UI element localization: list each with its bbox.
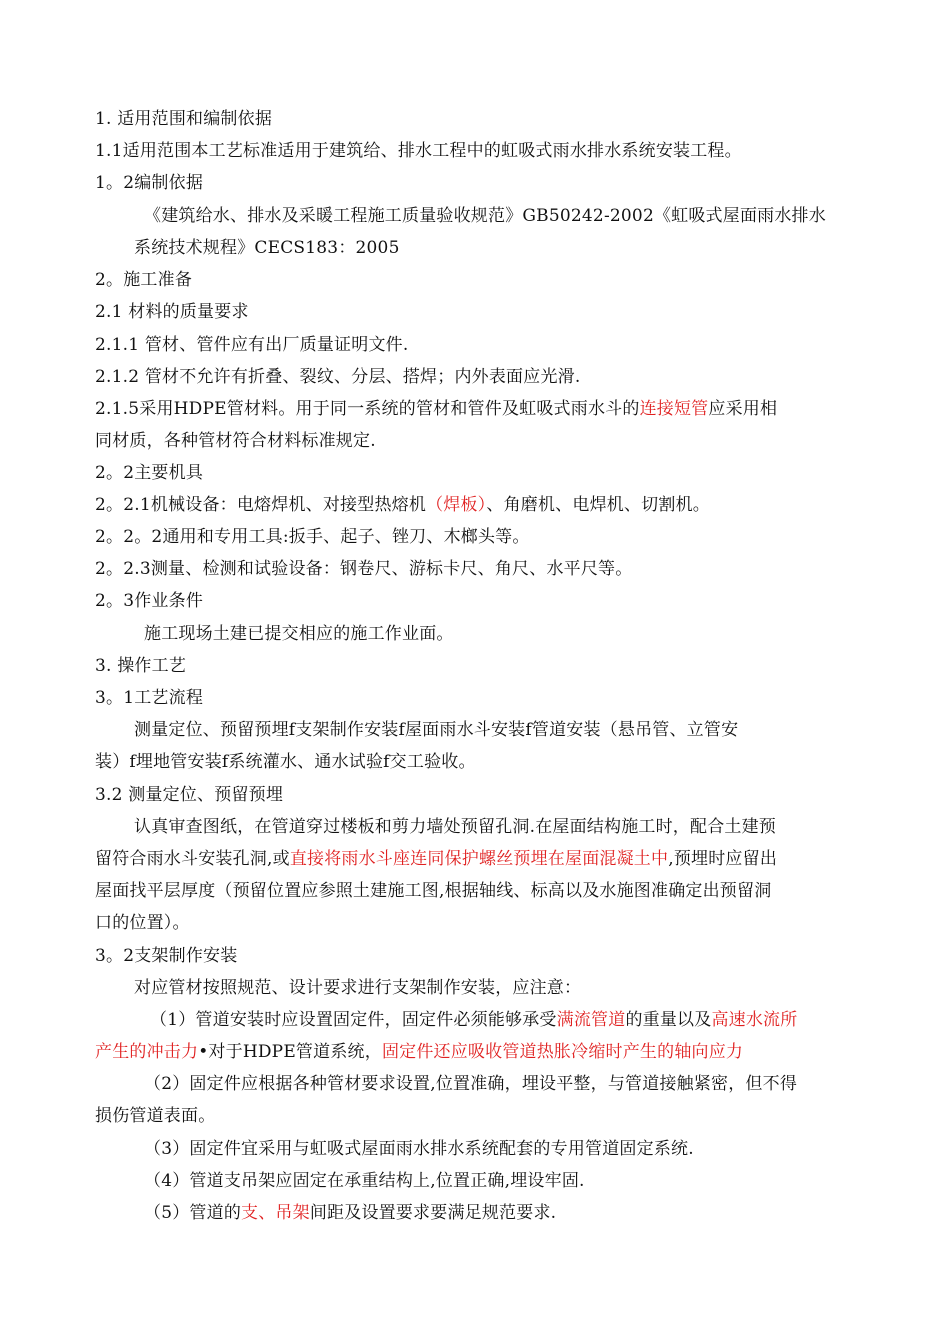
para-2-1-5-line2: 同材质，各种管材符合材料标准规定. <box>95 431 376 451</box>
item-1-line2 <box>95 1041 743 1063</box>
para-3-2-line1: 认真审查图纸，在管道穿过楼板和剪力墙处预留孔洞.在屋面结构施工时，配合土建预 <box>134 817 777 837</box>
para-2-1-2: 2.1.2 管材不允许有折叠、裂纹、分层、搭焊；内外表面应光滑. <box>95 367 581 387</box>
text-segment: •对于HDPE管道系统， <box>198 1042 382 1062</box>
highlight-text: 固定件还应吸收管道热胀冷缩时产生的轴向应力 <box>381 1042 744 1062</box>
item-5 <box>144 1202 556 1224</box>
heading-2-2: 2。2主要机具 <box>95 463 204 483</box>
text-segment: 留符合雨水斗安装孔洞,或 <box>95 849 290 869</box>
para-2-2-1 <box>95 494 710 516</box>
heading-3-2-support: 3。2支架制作安装 <box>95 946 238 966</box>
text-segment: 应采用相 <box>708 399 778 419</box>
text-segment: ,预埋时应留出 <box>668 849 778 869</box>
item-4: （4）管道支吊架应固定在承重结构上,位置正确,埋设牢固. <box>144 1171 585 1191</box>
heading-1-2: 1。2编制依据 <box>95 173 204 193</box>
heading-3-1: 3。1工艺流程 <box>95 688 204 708</box>
heading-1: 1. 适用范围和编制依据 <box>95 109 273 129</box>
para-2-3: 施工现场土建已提交相应的施工作业面。 <box>144 624 454 644</box>
highlight-text: 高速水流所 <box>711 1010 798 1030</box>
para-2-2-3: 2。2.3测量、检测和试验设备：钢卷尺、游标卡尺、角尺、水平尺等。 <box>95 559 633 579</box>
highlight-text: （焊板） <box>426 495 487 515</box>
text-segment: （5）管道的 <box>144 1203 242 1223</box>
text-segment: 间距及设置要求要满足规范要求. <box>309 1203 557 1223</box>
para-2-2-2: 2。2。2通用和专用工具:扳手、起子、锉刀、木榔头等。 <box>95 527 530 547</box>
heading-2-1: 2.1 材料的质量要求 <box>95 302 249 322</box>
highlight-text: 直接将雨水斗座连同保护螺丝预埋在屋面混凝土中 <box>289 849 669 869</box>
para-3-1-line2: 装）f埋地管安装f系统灌水、通水试验f交工验收。 <box>95 752 476 772</box>
para-support-intro: 对应管材按照规范、设计要求进行支架制作安装，应注意： <box>134 978 582 998</box>
text-segment: 的重量以及 <box>625 1010 712 1030</box>
text-segment: 、角磨机、电焊机、切割机。 <box>486 495 710 515</box>
heading-3: 3. 操作工艺 <box>95 656 187 676</box>
para-3-2-line4: 口的位置）。 <box>95 913 190 933</box>
item-2-line1: （2）固定件应根据各种管材要求设置,位置准确，埋设平整，与管道接触紧密，但不得 <box>144 1074 798 1094</box>
item-3: （3）固定件宜采用与虹吸式屋面雨水排水系统配套的专用管道固定系统. <box>144 1139 694 1159</box>
item-1-line1 <box>150 1009 797 1031</box>
para-1-1: 1.1适用范围本工艺标准适用于建筑给、排水工程中的虹吸式雨水排水系统安装工程。 <box>95 141 742 161</box>
highlight-text: 支、吊架 <box>241 1203 310 1223</box>
text-segment: 2.1.5采用HDPE管材料。用于同一系统的管材和管件及虹吸式雨水斗的 <box>95 399 640 419</box>
heading-3-2: 3.2 测量定位、预留预埋 <box>95 785 284 805</box>
para-3-2-line2 <box>95 848 777 870</box>
para-2-1-5-line1 <box>95 398 777 420</box>
para-basis-line1: 《建筑给水、排水及采暖工程施工质量验收规范》GB50242-2002《虹吸式屋面雨水排水 <box>144 206 826 226</box>
text-segment: （1）管道安装时应设置固定件，固定件必须能够承受 <box>150 1010 557 1030</box>
para-2-1-1: 2.1.1 管材、管件应有出厂质量证明文件. <box>95 335 409 355</box>
heading-2: 2。施工准备 <box>95 270 193 290</box>
para-3-2-line3: 屋面找平层厚度（预留位置应参照土建施工图,根据轴线、标高以及水施图准确定出预留洞 <box>95 881 772 901</box>
text-segment: 2。2.1机械设备：电熔焊机、对接型热熔机 <box>95 495 427 515</box>
para-basis-line2: 系统技术规程》CECS183：2005 <box>134 238 400 258</box>
item-2-line2: 损伤管道表面。 <box>95 1106 216 1126</box>
highlight-text: 满流管道 <box>556 1010 626 1030</box>
heading-2-3: 2。3作业条件 <box>95 591 204 611</box>
highlight-text: 产生的冲击力 <box>95 1042 199 1062</box>
para-3-1-line1: 测量定位、预留预埋f支架制作安装f屋面雨水斗安装f管道安装（悬吊管、立管安 <box>134 720 739 740</box>
highlight-text: 连接短管 <box>639 399 709 419</box>
